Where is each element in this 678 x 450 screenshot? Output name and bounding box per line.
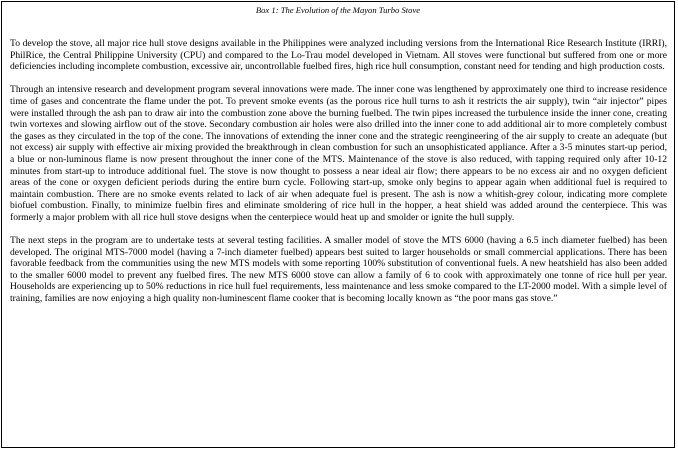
- text-box: [1, 1, 675, 448]
- box-body: [10, 38, 667, 316]
- paragraph-research-innovations: Through an intensive research and development program several innovations were made. The inner cone was lengthened by approximately one third to increase residence time of gases and concentrate the flame under the pot. To prevent smoke events (as the porous rice hull turns to ash it restricts the air supply), twin “air injector” pipes were installed through the ash pan to draw air into the combustion zone above the burning fuelbed. The twin pipes increased the turbulence inside the inner cone, creating twin vortexes and slowing airflow out of the stove. Secondary combustion air holes were also drilled into the inner cone to add additional air to more completely combust the gases as they circulated in the top of the cone. The innovations of extending the inner cone and the strategic reengineering of the air supply to create an adequate (but not excess) air supply with effective air mixing provided the breakthrough in clean combustion for such an unsophisticated appliance. After a 3-5 minutes start-up period, a blue or non-luminous flame is now present throughout the inner cone of the MTS. Maintenance of the stove is also reduced, with tapping required only after 10-12 minutes from start-up to introduce additional fuel. The stove is now thought to possess a near ideal air flow; there appears to be no excess air and no oxygen deficient areas of the cone or oxygen deficient periods during the entire burn cycle. Following start-up, smoke only begins to appear again when additional fuel is required to maintain combustion. There are no smoke events related to lack of air when adequate fuel is present. The ash is now a whitish-grey colour, indicating more complete biofuel combustion. Finally, to minimize fuelbin fires and eliminate smoldering of rice hull in the hopper, a heat shield was added around the centerpiece. This was formerly a major problem with all rice hull stove designs when the centerpiece would heat up and smolder or ignite the hull supply.: [10, 84, 667, 223]
- paragraph-stove-analysis: To develop the stove, all major rice hull stove designs available in the Philippines were analyzed including versions from the International Rice Research Institute (IRRI), PhilRice, the Central Philippine University (CPU) and compared to the Lo-Trau model developed in Vietnam. All stoves were functional but suffered from one or more deficiencies including incomplete combustion, excessive air, uncontrollable fuelbed fires, high rice hull consumption, constant need for tending and high production costs.: [10, 38, 667, 73]
- box-title: Box 1: The Evolution of the Mayon Turbo Stove: [255, 5, 421, 15]
- paragraph-next-steps: The next steps in the program are to undertake tests at several testing facilities. A smaller model of stove the MTS 6000 (having a 6.5 inch diameter fuelbed) has been developed. The original MTS-7000 model (having a 7-inch diameter fuelbed) appears best suited to larger households or small commercial applications. There has been favorable feedback from the communities using the new MTS models with some reporting 100% substitution of conventional fuels. A new heatshield has also been added to the smaller 6000 model to prevent any fuelbed fires. The new MTS 6000 stove can allow a family of 6 to cook with approximately one tonne of rice hull per year. Households are experiencing up to 50% reductions in rice hull fuel requirements, less maintenance and less smoke compared to the LT-2000 model. With a simple level of training, families are now enjoying a high quality non-luminescent flame cooker that is becoming locally known as “the poor mans gas stove.”: [10, 235, 667, 305]
